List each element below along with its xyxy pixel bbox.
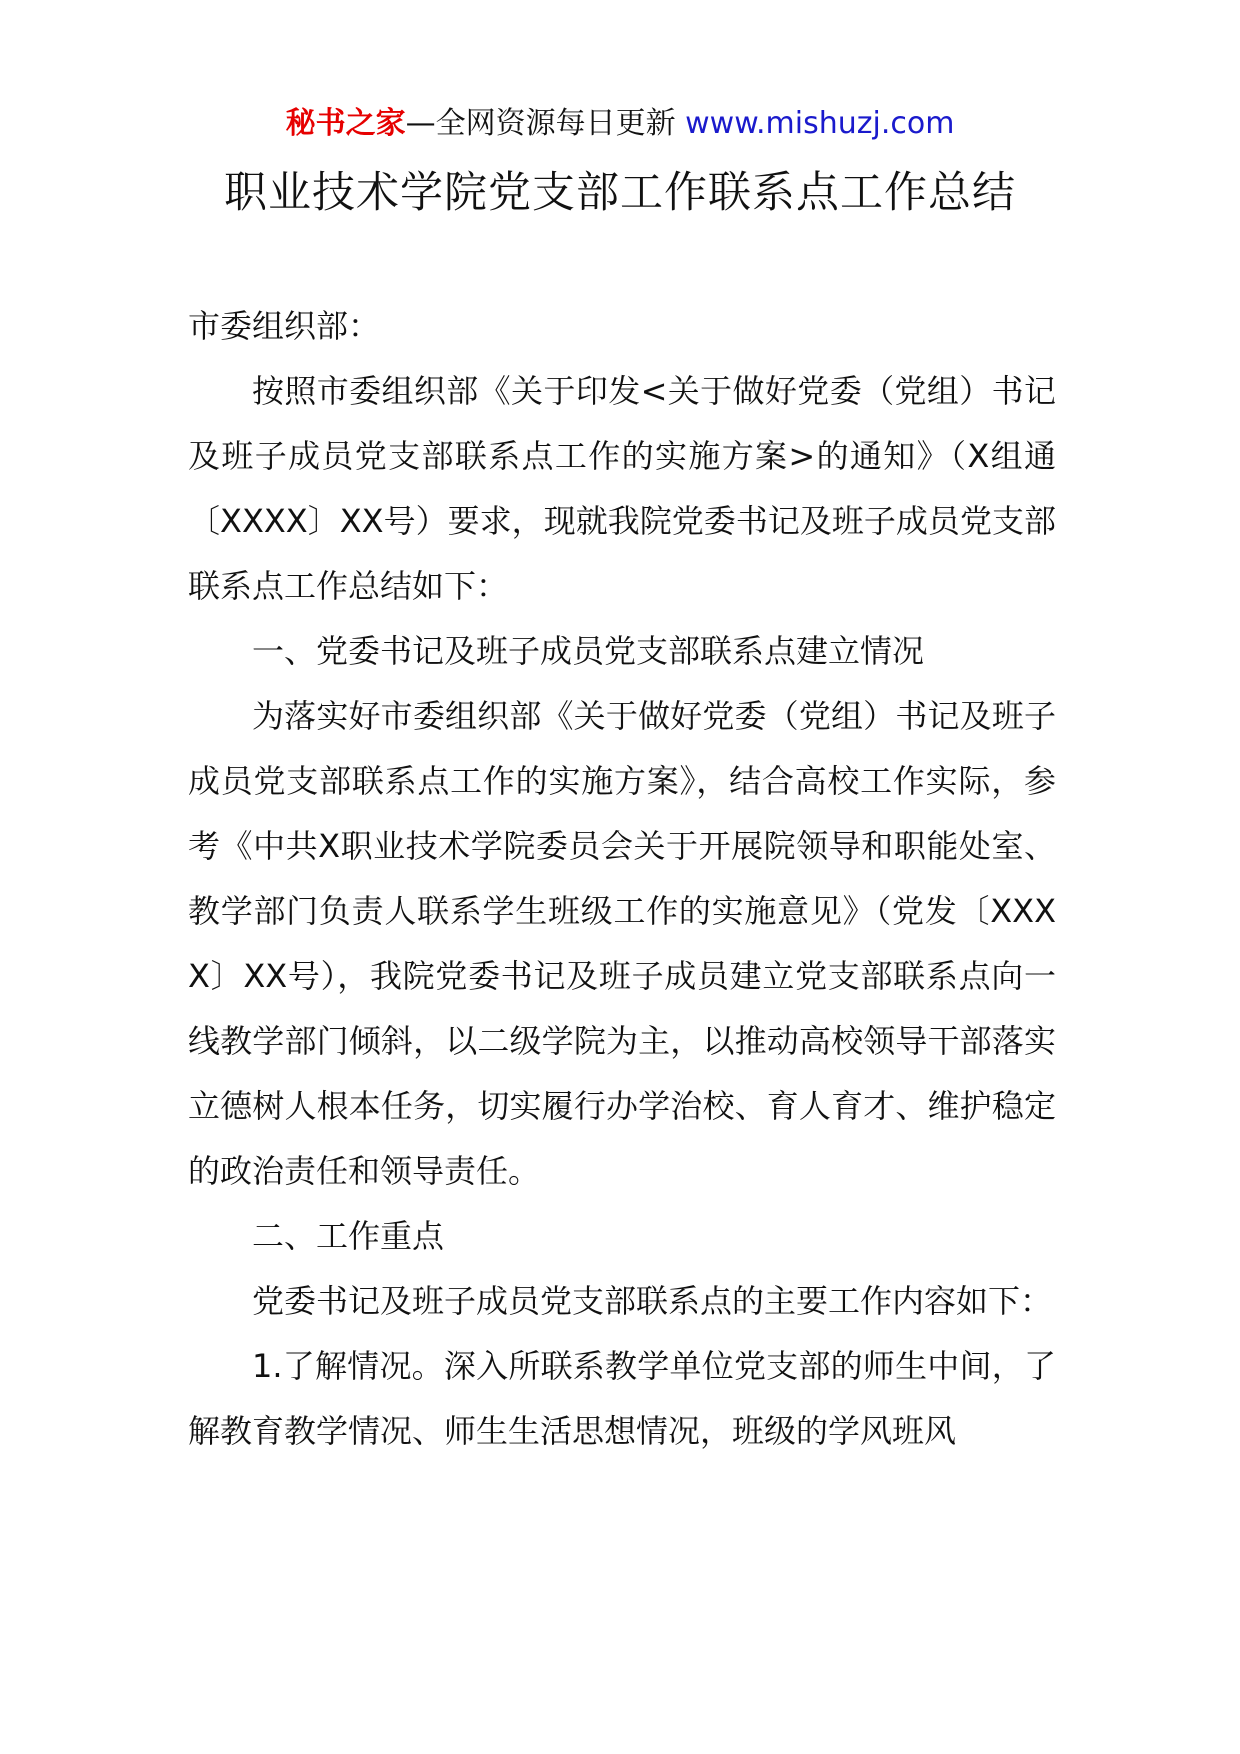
salutation: 市委组织部： — [188, 307, 381, 345]
site-header — [0, 102, 1240, 146]
brand-name: 秘书之家 — [285, 106, 406, 141]
site-url-link[interactable]: www.mishuzj.com — [685, 106, 955, 141]
paragraph-section-2-intro: 党委书记及班子成员党支部联系点的主要工作内容如下： — [252, 1282, 1053, 1320]
document-title: 职业技术学院党支部工作联系点工作总结 — [224, 168, 1016, 218]
paragraph-intro: 按照市委组织部《关于印发<关于做好党委（党组）书记及班子成员党支部联系点工作的实施方案>的通知》（X组通〔XXXX〕XX号）要求，现就我院党委书记及班子成员党支部联系点工作总结如下： — [188, 372, 1056, 605]
header-slogan: —全网资源每日更新 — [405, 106, 676, 141]
section-heading-1: 一、党委书记及班子成员党支部联系点建立情况 — [252, 632, 925, 670]
document-body — [188, 294, 1056, 1464]
paragraph-section-1: 为落实好市委组织部《关于做好党委（党组）书记及班子成员党支部联系点工作的实施方案》，结合高校工作实际，参考《中共X职业技术学院委员会关于开展院领导和职能处室、教学部门负责人联系学生班级工作的实施意见》（党发〔XXXX〕XX号），我院党委书记及班子成员建立党支部联系点向一线教学部门倾斜，以二级学院为主，以推动高校领导干部落实立德树人根本任务，切实履行办学治校、育人育才、维护稳定的政治责任和领导责任。 — [188, 697, 1056, 1190]
paragraph-item-1: 1.了解情况。深入所联系教学单位党支部的师生中间，了解教育教学情况、师生生活思想情况，班级的学风班风 — [188, 1347, 1056, 1450]
section-heading-2: 二、工作重点 — [252, 1217, 445, 1255]
